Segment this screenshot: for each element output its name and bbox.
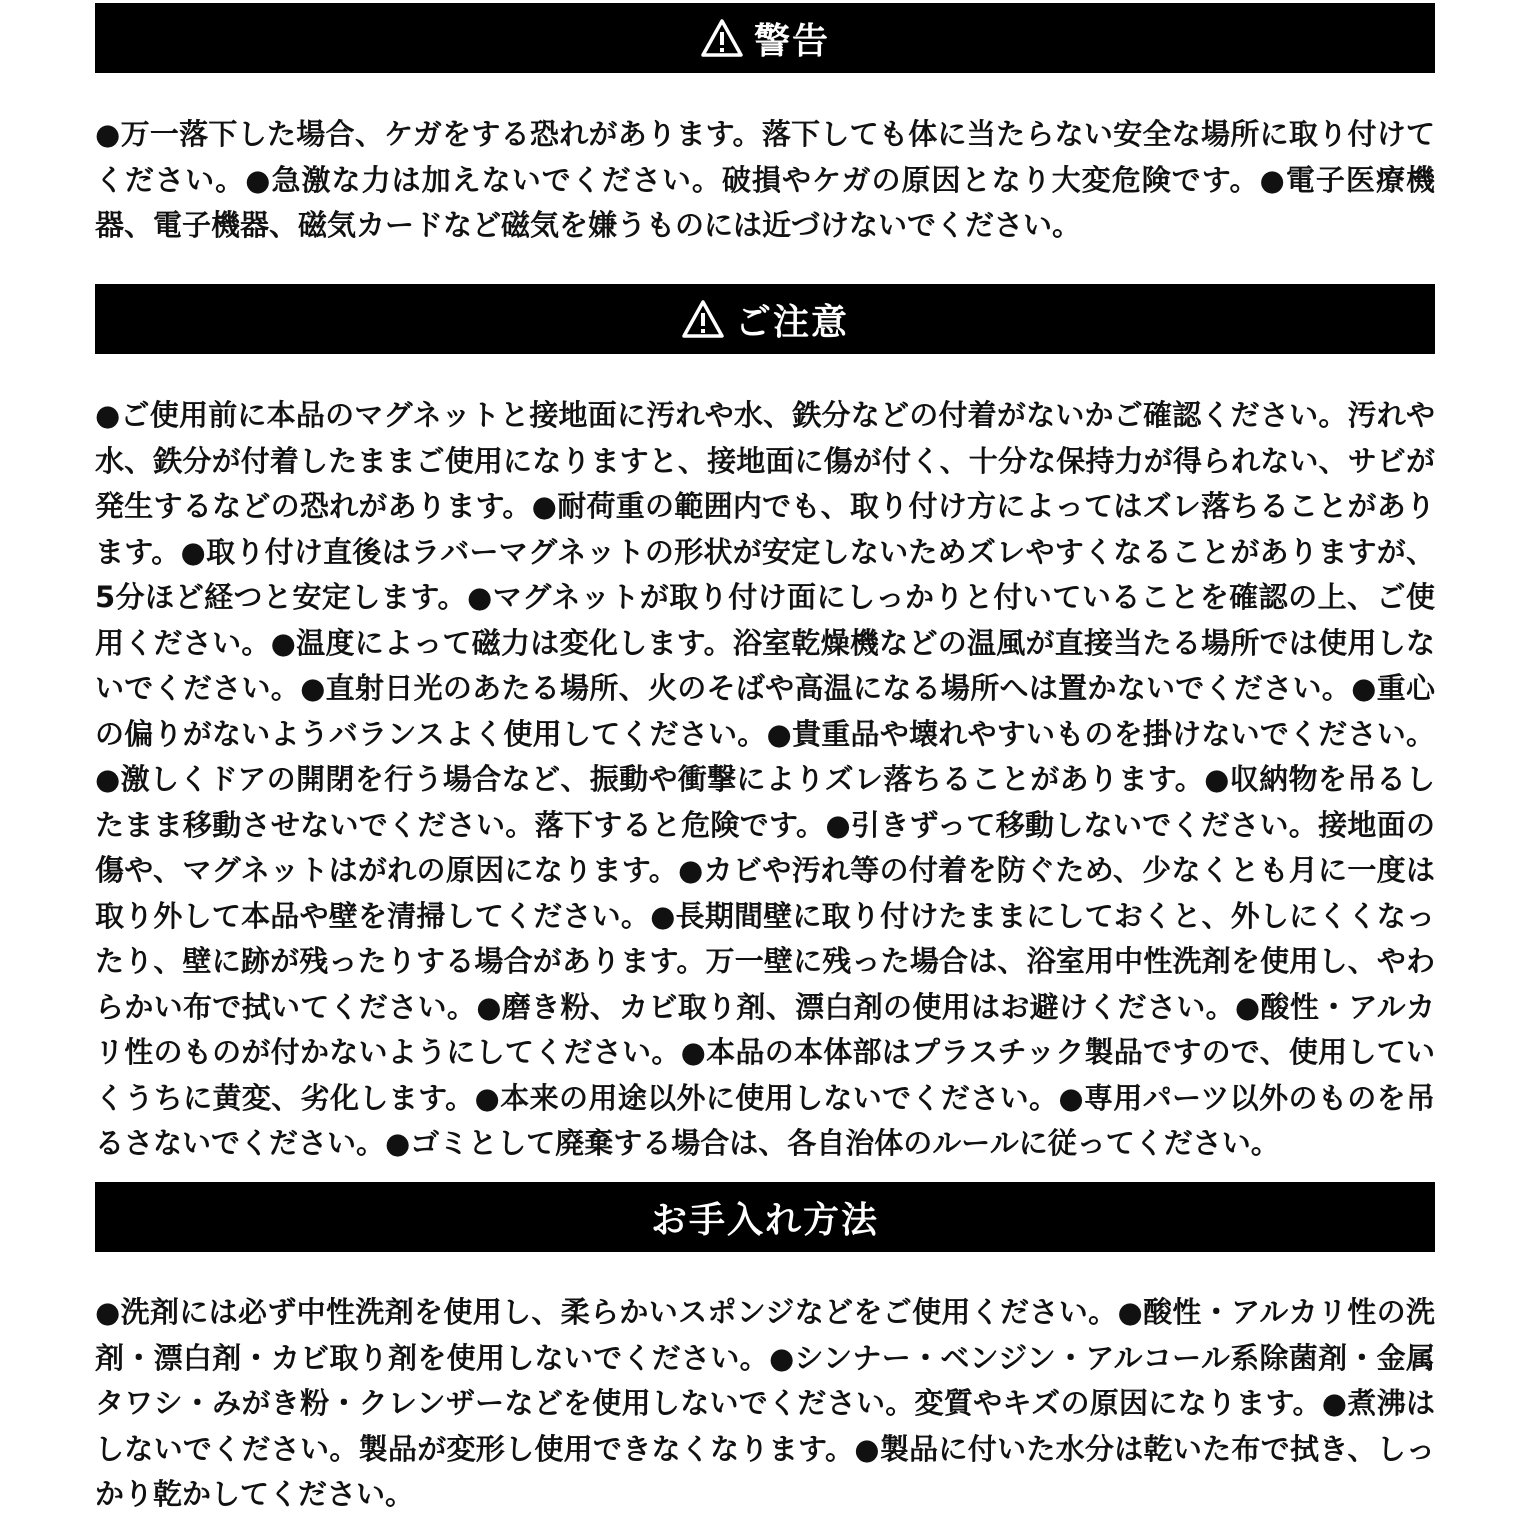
warning-triangle-icon <box>681 299 725 339</box>
care-text: ●洗剤には必ず中性洗剤を使用し、柔らかいスポンジなどをご使用ください。●酸性・アルカリ性の洗剤・漂白剤・カビ取り剤を使用しないでください。●シンナー・ベンジン・アルコール系除菌剤・金属タワシ・みがき粉・クレンザーなどを使用しないでください。変質やキズの原因になります。●煮沸はしないでください。製品が変形し使用できなくなります。●製品に付いた水分は乾いた布で拭き、しっかり乾かしてください。 <box>95 1295 1435 1511</box>
caution-title: ご注意 <box>734 301 849 343</box>
caution-header <box>95 284 1435 354</box>
caution-text: ●ご使用前に本品のマグネットと接地面に汚れや水、鉄分などの付着がないかご確認ください。汚れや水、鉄分が付着したままご使用になりますと、接地面に傷が付く、十分な保持力が得られない、サビが発生するなどの恐れがあります。●耐荷重の範囲内でも、取り付け方によってはズレ落ちることがあります。●取り付け直後はラバーマグネットの形状が安定しないためズレやすくなることがありますが、5分ほど経つと安定します。●マグネットが取り付け面にしっかりと付いていることを確認の上、ご使用ください。●温度によって磁力は変化します。浴室乾燥機などの温風が直接当たる場所では使用しないでください。●直射日光のあたる場所、火のそばや高温になる場所へは置かないでください。●重心の偏りがないようバランスよく使用してください。●貴重品や壊れやすいものを掛けないでください。●激しくドアの開閉を行う場合など、振動や衝撃によりズレ落ちることがあります。●収納物を吊るしたまま移動させないでください。落下すると危険です。●引きずって移動しないでください。接地面の傷や、マグネットはがれの原因になります。●カビや汚れ等の付着を防ぐため、少なくとも月に一度は取り外して本品や壁を清掃してください。●長期間壁に取り付けたままにしておくと、外しにくくなったり、壁に跡が残ったりする場合があります。万一壁に残った場合は、浴室用中性洗剤を使用し、やわらかい布で拭いてください。●磨き粉、カビ取り剤、漂白剤の使用はお避けください。●酸性・アルカリ性のものが付かないようにしてください。●本品の本体部はプラスチック製品ですので、使用していくうちに黄変、劣化します。●本来の用途以外に使用しないでください。●専用パーツ以外のものを吊るさないでください。●ゴミとして廃棄する場合は、各自治体のルールに従ってください。 <box>95 398 1436 1160</box>
care-header <box>95 1182 1435 1252</box>
warning-triangle-icon <box>700 18 744 58</box>
warning-header <box>95 3 1435 73</box>
warning-title: 警告 <box>753 20 830 62</box>
care-title: お手入れ方法 <box>650 1199 879 1241</box>
warning-text: ●万一落下した場合、ケガをする恐れがあります。落下しても体に当たらない安全な場所に取り付けてください。●急激な力は加えないでください。破損やケガの原因となり大変危険です。●電子医療機器、電子機器、磁気カードなど磁気を嫌うものには近づけないでください。 <box>95 117 1436 242</box>
